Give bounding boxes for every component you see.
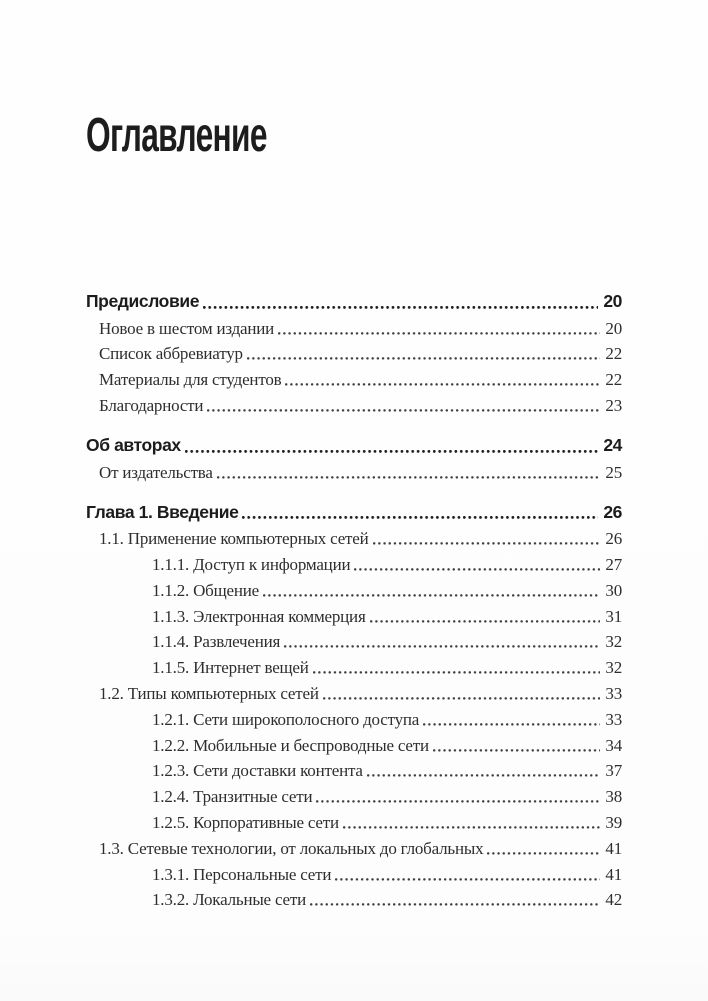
toc-entry-page-number: 41 bbox=[605, 838, 622, 858]
dot-leader bbox=[203, 286, 598, 312]
dot-leader bbox=[370, 600, 601, 626]
toc-entry bbox=[86, 286, 622, 312]
toc-entry-label: 1.3.1. Персональные сети bbox=[152, 864, 332, 884]
toc-entry bbox=[86, 729, 622, 755]
toc-entry-page-number: 26 bbox=[603, 501, 622, 522]
toc-entry-page-number: 32 bbox=[605, 658, 622, 678]
toc-entry-label: 1.2. Типы компьютерных сетей bbox=[99, 683, 319, 703]
dot-leader bbox=[316, 780, 600, 806]
toc-entry-page-number: 41 bbox=[605, 864, 622, 884]
dot-leader bbox=[323, 677, 601, 703]
toc-entry-page-number: 25 bbox=[605, 462, 622, 482]
toc-entry-page-number: 27 bbox=[605, 554, 622, 574]
toc-entry-page-number: 22 bbox=[605, 344, 622, 364]
toc-entry-label: 1.2.4. Транзитные сети bbox=[152, 787, 313, 807]
dot-leader bbox=[310, 884, 600, 910]
toc-entry-label: 1.3.2. Локальные сети bbox=[152, 890, 306, 910]
toc-entry-label: 1.2.2. Мобильные и беспроводные сети bbox=[152, 735, 429, 755]
toc-entry-page-number: 37 bbox=[605, 761, 622, 781]
toc-entry-page-number: 38 bbox=[605, 787, 622, 807]
toc-entry-label: 1.1.4. Развлечения bbox=[152, 632, 281, 652]
toc-entry bbox=[86, 626, 622, 652]
dot-leader bbox=[185, 430, 599, 456]
toc-entry-label: 1.2.5. Корпоративные сети bbox=[152, 812, 339, 832]
toc-entry-label: Материалы для студентов bbox=[99, 370, 282, 390]
toc-entry bbox=[86, 456, 622, 482]
dot-leader bbox=[367, 755, 601, 781]
toc-entry bbox=[86, 430, 622, 456]
toc-entry-label: 1.1.2. Общение bbox=[152, 580, 260, 600]
toc-entry-label: 1.1.1. Доступ к информации bbox=[152, 554, 351, 574]
dot-leader bbox=[263, 574, 600, 600]
toc-entry bbox=[86, 389, 622, 415]
toc-entry-label: 1.2.3. Сети доставки контента bbox=[152, 761, 363, 781]
toc-entry-label: Список аббревиатур bbox=[99, 344, 243, 364]
toc-entry-page-number: 33 bbox=[605, 683, 622, 703]
dot-leader bbox=[423, 703, 600, 729]
toc-entry-page-number: 31 bbox=[605, 606, 622, 626]
toc-entry-page-number: 34 bbox=[605, 735, 622, 755]
toc-entry-page-number: 20 bbox=[603, 291, 622, 312]
toc-entry bbox=[86, 574, 622, 600]
dot-leader bbox=[335, 858, 600, 884]
toc-entry bbox=[86, 884, 622, 910]
toc-entry-page-number: 39 bbox=[605, 812, 622, 832]
toc-entry bbox=[86, 755, 622, 781]
dot-leader bbox=[313, 651, 601, 677]
toc-entry bbox=[86, 338, 622, 364]
toc-entry bbox=[86, 312, 622, 338]
toc-entry-label: Об авторах bbox=[86, 435, 181, 456]
toc-entry bbox=[86, 677, 622, 703]
toc-entry-page-number: 42 bbox=[605, 890, 622, 910]
dot-leader bbox=[278, 312, 600, 338]
toc-entry bbox=[86, 363, 622, 389]
page-title: Оглавление bbox=[86, 109, 267, 162]
dot-leader bbox=[343, 806, 601, 832]
dot-leader bbox=[247, 338, 601, 364]
toc-entry-label: Благодарности bbox=[99, 395, 204, 415]
toc-entry-page-number: 23 bbox=[605, 395, 622, 415]
toc-entry bbox=[86, 780, 622, 806]
dot-leader bbox=[285, 363, 600, 389]
toc-entry bbox=[86, 858, 622, 884]
toc-entry-label: 1.1. Применение компьютерных сетей bbox=[99, 529, 369, 549]
dot-leader bbox=[207, 389, 600, 415]
toc-entry-label: Глава 1. Введение bbox=[86, 501, 239, 522]
toc-entry-page-number: 20 bbox=[605, 318, 622, 338]
toc-entry bbox=[86, 806, 622, 832]
dot-leader bbox=[487, 832, 600, 858]
toc-entry-page-number: 32 bbox=[605, 632, 622, 652]
toc-entry-label: 1.3. Сетевые технологии, от локальных до глобальных bbox=[99, 838, 484, 858]
dot-leader bbox=[242, 497, 598, 523]
toc-entry-label: От издательства bbox=[99, 462, 213, 482]
dot-leader bbox=[217, 456, 601, 482]
toc-entry-page-number: 22 bbox=[605, 370, 622, 390]
toc-entry bbox=[86, 703, 622, 729]
toc-entry bbox=[86, 651, 622, 677]
toc-entry bbox=[86, 832, 622, 858]
toc-entry-label: Предисловие bbox=[86, 291, 200, 312]
dot-leader bbox=[284, 626, 600, 652]
toc-entry bbox=[86, 522, 622, 548]
toc-entry-page-number: 33 bbox=[605, 709, 622, 729]
toc-entry-label: 1.1.5. Интернет вещей bbox=[152, 658, 309, 678]
dot-leader bbox=[373, 522, 601, 548]
toc-entry bbox=[86, 600, 622, 626]
toc-entry bbox=[86, 548, 622, 574]
dot-leader bbox=[433, 729, 601, 755]
dot-leader bbox=[354, 548, 600, 574]
toc-entry-page-number: 30 bbox=[605, 580, 622, 600]
toc-entry-label: 1.1.3. Электронная коммерция bbox=[152, 606, 366, 626]
table-of-contents bbox=[86, 286, 622, 909]
toc-entry-page-number: 24 bbox=[603, 435, 622, 456]
toc-entry-page-number: 26 bbox=[605, 529, 622, 549]
toc-entry-label: Новое в шестом издании bbox=[99, 318, 275, 338]
toc-entry bbox=[86, 497, 622, 523]
toc-entry-label: 1.2.1. Сети широкополосного доступа bbox=[152, 709, 420, 729]
